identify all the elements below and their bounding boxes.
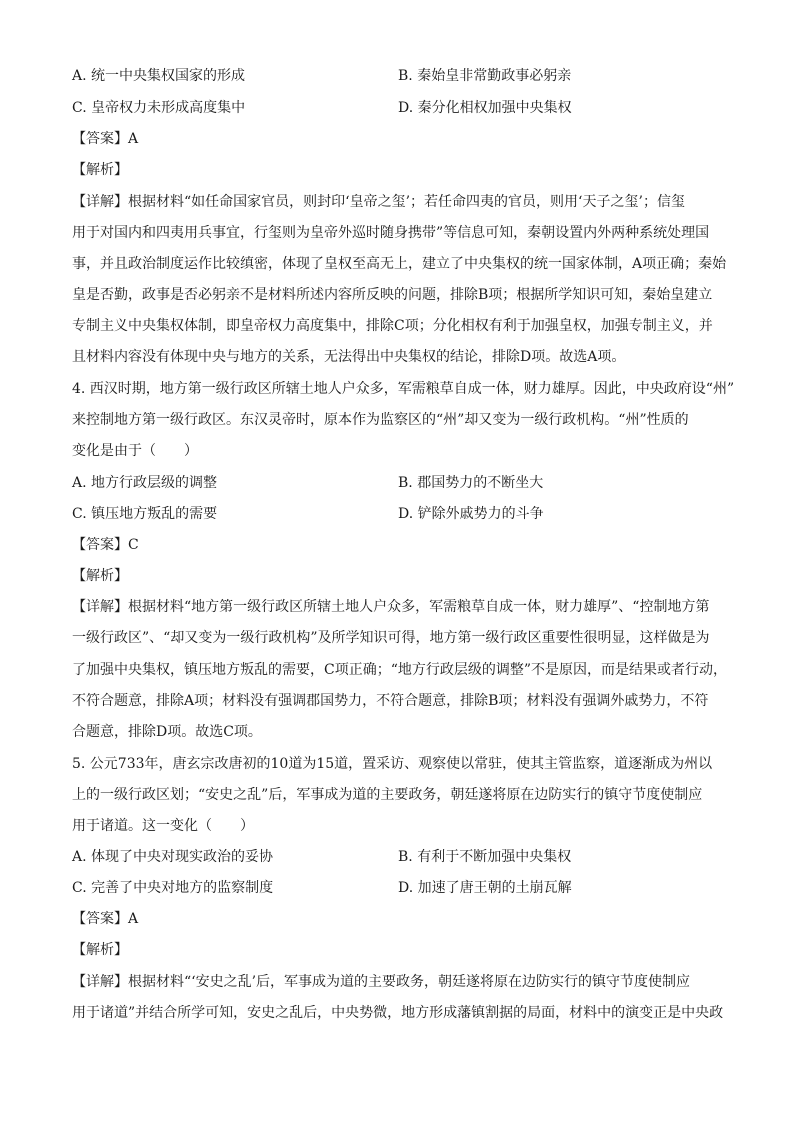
- q5-option-d: D. 加速了唐王朝的土崩瓦解: [398, 880, 572, 896]
- q4-answer: [72, 535, 139, 555]
- q3-option-a: A. 统一中央集权国家的形成: [72, 68, 246, 84]
- detail-text: 根据材料“地方第一级行政区所辖土地人户众多，军需粮草自成一体，财力雄厚”、“控制地方第: [128, 599, 710, 615]
- q3-detail-line-4: 皇是否勤，政事是否必躬亲不是材料所述内容所反映的问题，排除B项；根据所学知识可知，秦始皇建立: [72, 287, 713, 303]
- q4-detail-line-3: 了加强中央集权，镇压地方叛乱的需要，C项正确；“地方行政层级的调整”不是原因，而是结果或者行动，: [72, 662, 728, 678]
- q4-detail-line-1: [72, 597, 709, 617]
- q3-option-d: D. 秦分化相权加强中央集权: [398, 100, 572, 116]
- detail-text: 根据材料“‘安史之乱’后，军事成为道的主要政务，朝廷遂将原在边防实行的镇守节度使制应: [128, 974, 691, 990]
- q4-stem-line-3: 变化是由于（ ）: [72, 443, 198, 459]
- q3-detail-line-5: 专制主义中央集权体制，即皇帝权力高度集中，排除C项；分化相权有利于加强皇权，加强专制主义，并: [72, 318, 713, 334]
- q5-stem-line-2: 上的一级行政区划；“安史之乱”后，军事成为道的主要政务，朝廷遂将原在边防实行的镇守节度使制应: [72, 787, 703, 803]
- q5-stem-line-3: 用于诸道。这一变化（ ）: [72, 818, 254, 834]
- q3-answer: [72, 129, 138, 149]
- q5-option-c: C. 完善了中央对地方的监察制度: [72, 880, 274, 896]
- q3-detail-line-2: 用于对国内和四夷用兵事宜，行玺则为皇帝外巡时随身携带”等信息可知，秦朝设置内外两种系统处理国: [72, 225, 710, 241]
- q3-option-b: B. 秦始皇非常勤政事必躬亲: [398, 68, 572, 84]
- detail-label: 【详解】: [72, 974, 128, 990]
- q5-analysis-label: 【解析】: [72, 942, 128, 958]
- detail-label: 【详解】: [72, 599, 128, 615]
- answer-value: A: [128, 131, 139, 147]
- q5-option-b: B. 有利于不断加强中央集权: [398, 849, 572, 865]
- q3-detail-line-6: 且材料内容没有体现中央与地方的关系，无法得出中央集权的结论，排除D项。故选A项。: [72, 349, 626, 365]
- q5-detail-line-1: [72, 972, 690, 992]
- q4-option-c: C. 镇压地方叛乱的需要: [72, 506, 218, 522]
- q3-detail-line-1: [72, 192, 685, 212]
- q4-stem-line-2: 来控制地方第一级行政区。东汉灵帝时，原本作为监察区的“州”却又变为一级行政机构。“州”性质的: [72, 412, 689, 428]
- q4-option-d: D. 铲除外戚势力的斗争: [398, 506, 544, 522]
- answer-value: A: [128, 911, 139, 927]
- q4-option-a: A. 地方行政层级的调整: [72, 475, 218, 491]
- answer-label: 【答案】: [72, 537, 128, 553]
- q5-stem-line-1: 5. 公元733年，唐玄宗改唐初的10道为15道，置采访、观察使以常驻，使其主管监察，道逐渐成为州以: [72, 756, 713, 772]
- q4-detail-line-4: 不符合题意，排除A项；材料没有强调郡国势力，不符合题意，排除B项；材料没有强调外戚势力，不符: [72, 693, 709, 709]
- detail-label: 【详解】: [72, 194, 128, 210]
- detail-text: 根据材料“如任命国家官员，则封印‘皇帝之玺’；若任命四夷的官员，则用‘天子之玺’；信玺: [128, 194, 685, 210]
- q4-detail-line-2: 一级行政区”、“却又变为一级行政机构”及所学知识可得，地方第一级行政区重要性很明显，这样做是为: [72, 630, 710, 646]
- q3-analysis-label: 【解析】: [72, 162, 128, 178]
- q5-answer: [72, 909, 138, 929]
- q4-detail-line-5: 合题意，排除D项。故选C项。: [72, 724, 262, 740]
- q3-detail-line-3: 事，并且政治制度运作比较缜密，体现了皇权至高无上，建立了中央集权的统一国家体制，A项正确；秦始: [72, 256, 727, 272]
- q4-stem-line-1: 4. 西汉时期，地方第一级行政区所辖土地人户众多，军需粮草自成一体，财力雄厚。因此，中央政府设“州”: [72, 381, 735, 397]
- q4-analysis-label: 【解析】: [72, 568, 128, 584]
- q4-option-b: B. 郡国势力的不断坐大: [398, 475, 544, 491]
- answer-label: 【答案】: [72, 131, 128, 147]
- q5-detail-line-2: 用于诸道”并结合所学可知，安史之乱后，中央势微，地方形成藩镇割据的局面，材料中的演变正是中央政: [72, 1005, 724, 1021]
- q3-option-c: C. 皇帝权力未形成高度集中: [72, 100, 246, 116]
- answer-value: C: [128, 537, 139, 553]
- q5-option-a: A. 体现了中央对现实政治的妥协: [72, 849, 274, 865]
- answer-label: 【答案】: [72, 911, 128, 927]
